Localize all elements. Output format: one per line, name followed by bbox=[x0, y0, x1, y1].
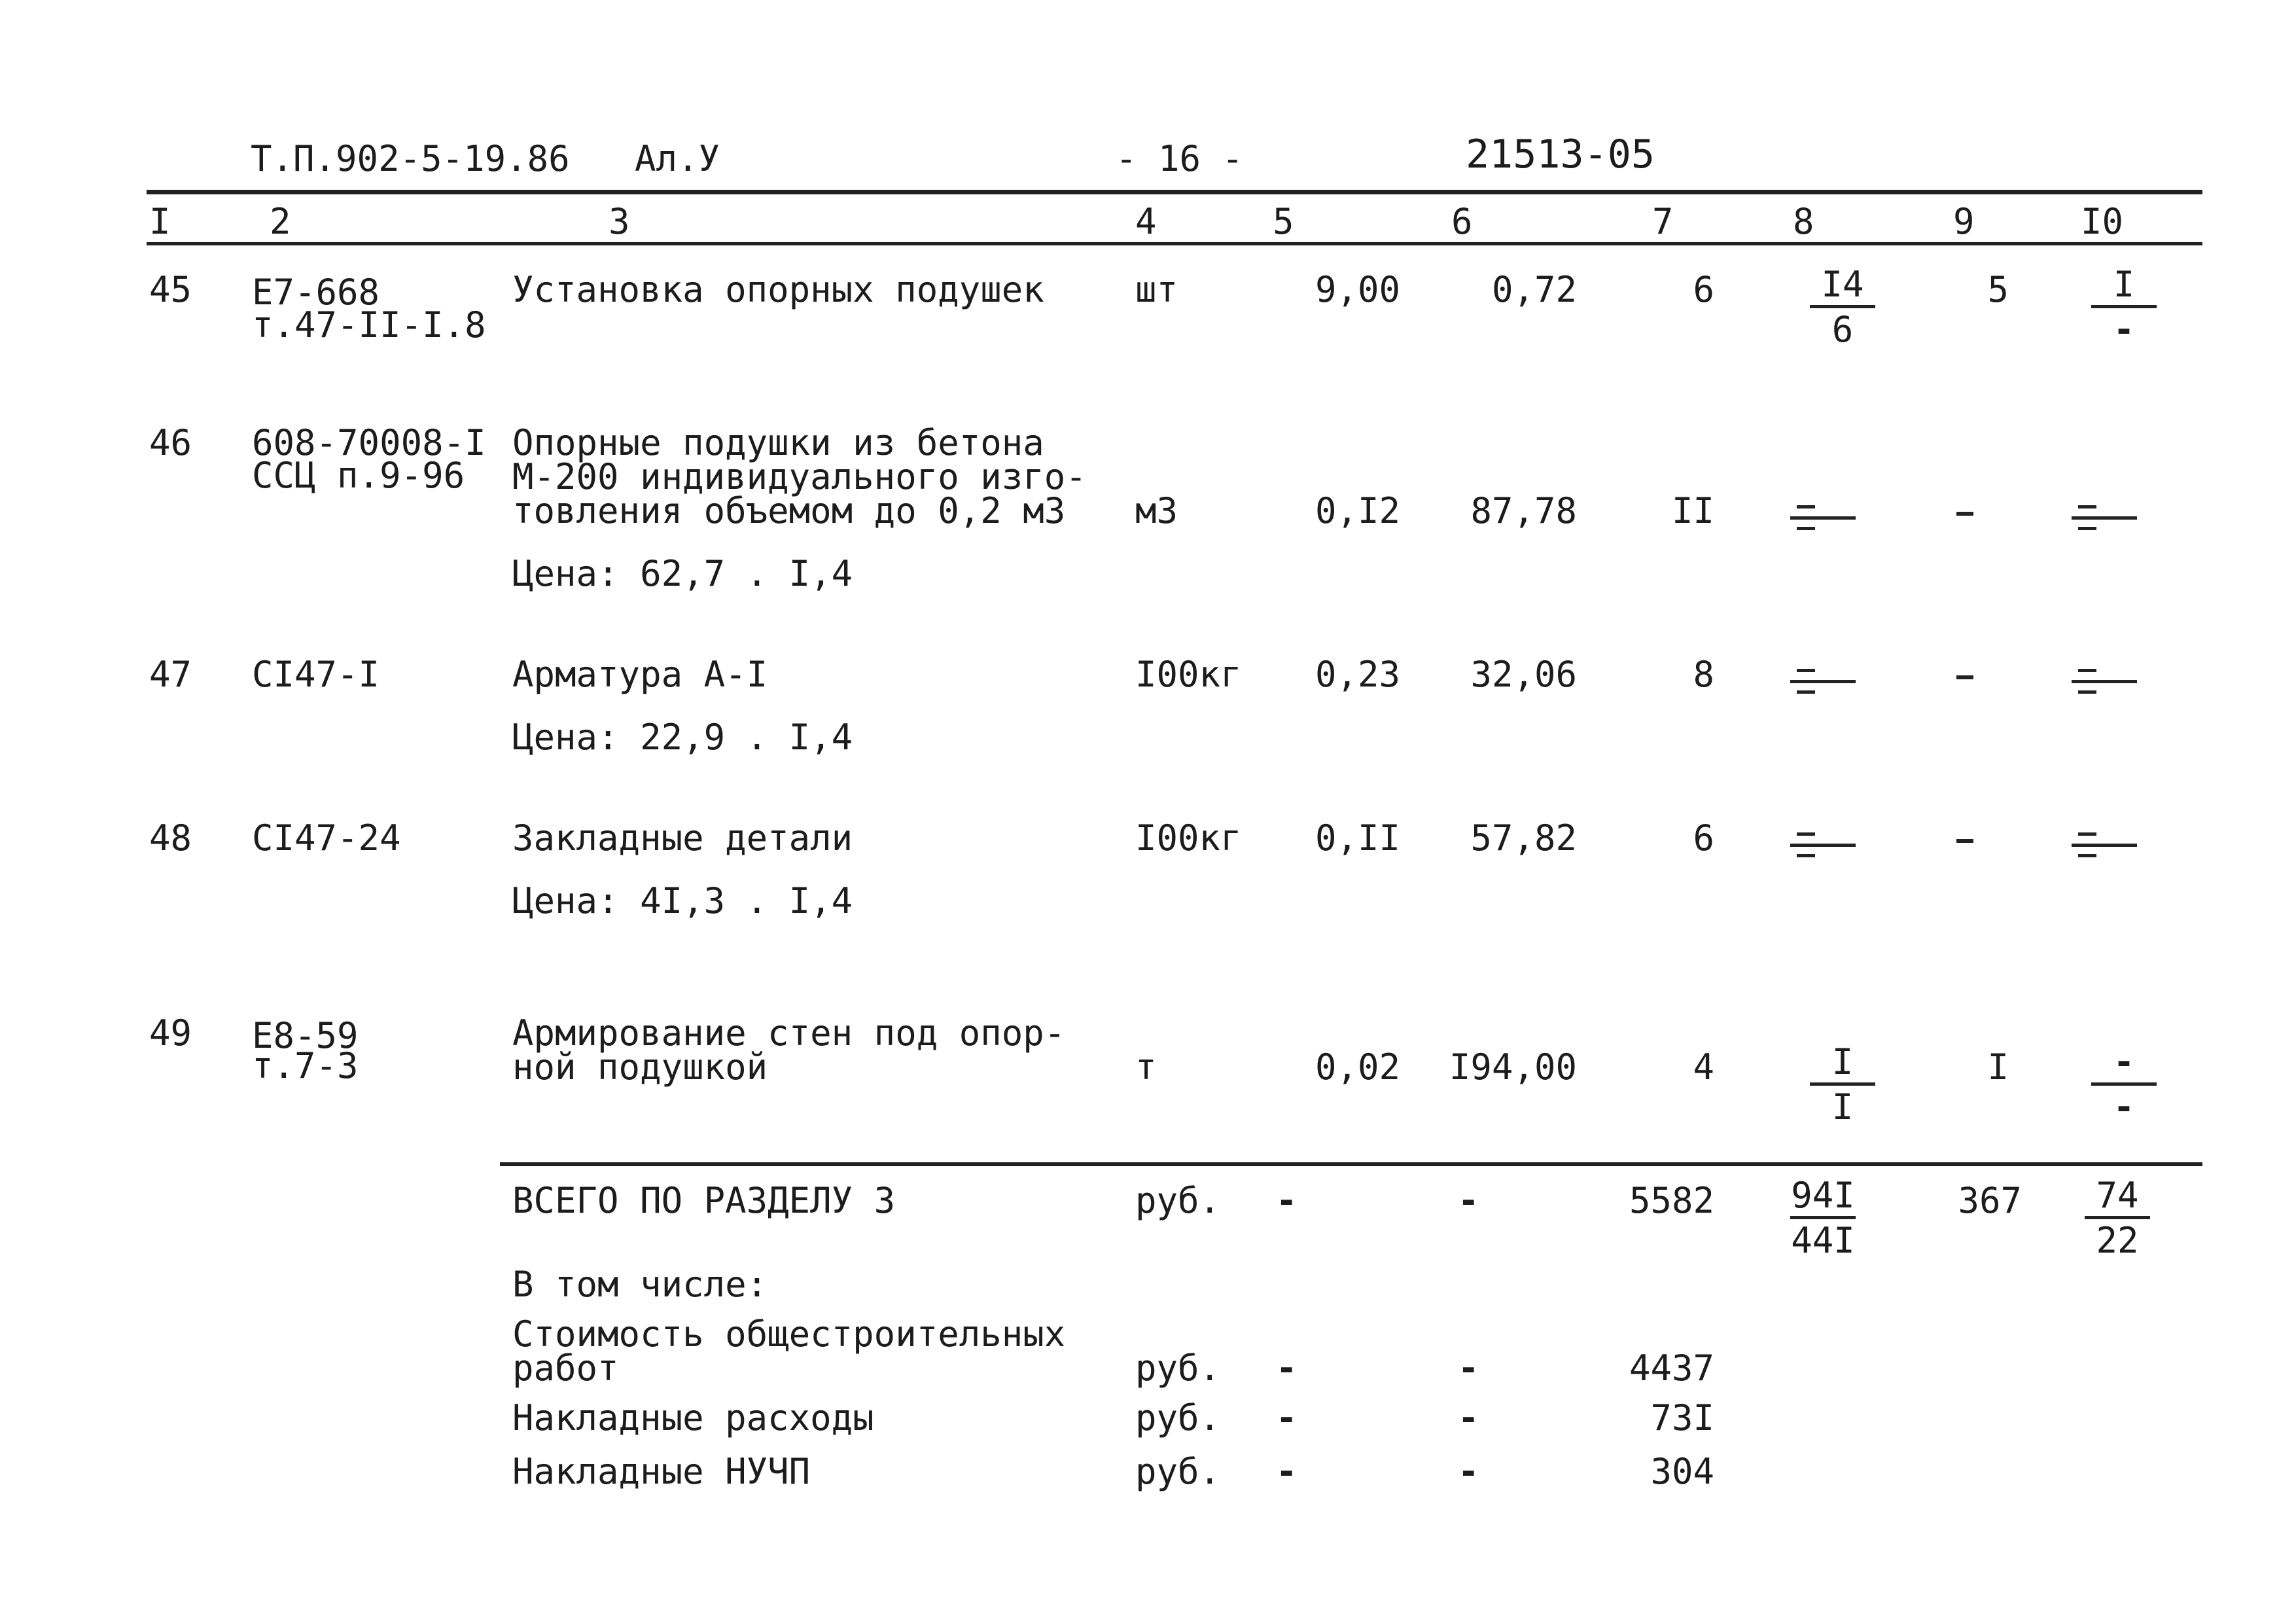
unit-price: - bbox=[1458, 1180, 1479, 1221]
norm-code-ref: т.47-II-I.8 bbox=[252, 304, 486, 346]
unit: I00кг bbox=[1135, 817, 1242, 859]
stamp-number: 21513-05 bbox=[1466, 132, 1655, 177]
summary-item-name-line-2: работ bbox=[512, 1347, 619, 1389]
unit-price: 32,06 bbox=[1470, 654, 1577, 695]
work-name-line-2: М-200 индивидуального изго- bbox=[512, 456, 1087, 497]
col10-ditto-mark bbox=[2072, 669, 2137, 695]
document-code: Т.П.902-5-19.86 bbox=[251, 138, 570, 179]
price-note: Цена: 62,7 . I,4 bbox=[512, 553, 853, 594]
total-cost: 6 bbox=[1693, 269, 1714, 310]
total-cost: 4437 bbox=[1629, 1347, 1714, 1389]
unit-price: - bbox=[1458, 1347, 1479, 1389]
work-name: Арматура А-I bbox=[512, 654, 768, 695]
col9-dash bbox=[1956, 675, 1973, 679]
unit-price: 57,82 bbox=[1470, 817, 1577, 859]
col10-denominator: - bbox=[2113, 309, 2135, 350]
col-header-1: I bbox=[149, 201, 171, 242]
col-header-5: 5 bbox=[1273, 201, 1294, 242]
col9-dash bbox=[1956, 839, 1973, 843]
price-note: Цена: 4I,3 . I,4 bbox=[512, 880, 853, 921]
col8-denominator: I bbox=[1831, 1086, 1854, 1128]
col10-numerator: 74 bbox=[2085, 1175, 2150, 1219]
col10-denominator: - bbox=[2113, 1086, 2135, 1128]
quantity: - bbox=[1276, 1397, 1298, 1438]
col10-ditto-mark bbox=[2072, 832, 2137, 859]
quantity: 0,23 bbox=[1315, 654, 1400, 695]
work-name-line-1: Армирование стен под опор- bbox=[512, 1012, 1066, 1054]
top-rule bbox=[147, 190, 2202, 194]
col-header-10: I0 bbox=[2081, 201, 2124, 242]
work-name-line-1: Опорные подушки из бетона bbox=[512, 422, 1044, 463]
unit: руб. bbox=[1135, 1180, 1221, 1221]
unit: м3 bbox=[1135, 490, 1178, 531]
norm-code: Е7-668 bbox=[252, 272, 380, 313]
unit: шт bbox=[1135, 269, 1178, 310]
row-number: 49 bbox=[149, 1012, 192, 1054]
norm-code: СI47-I bbox=[252, 654, 380, 695]
summary-item-name: Накладные НУЧП bbox=[512, 1451, 811, 1492]
total-cost: 73I bbox=[1650, 1397, 1714, 1438]
unit: руб. bbox=[1135, 1451, 1221, 1492]
quantity: 0,II bbox=[1315, 817, 1400, 859]
col-header-6: 6 bbox=[1451, 201, 1473, 242]
quantity: - bbox=[1276, 1180, 1298, 1221]
total-cost: 4 bbox=[1693, 1046, 1714, 1088]
norm-code: Е8-59 bbox=[252, 1015, 359, 1056]
col9-value: 5 bbox=[1987, 269, 2009, 310]
col10-denominator: 22 bbox=[2096, 1220, 2139, 1261]
summary-item-name: Накладные расходы bbox=[512, 1397, 874, 1438]
col8-fraction bbox=[1810, 264, 1875, 349]
total-cost: 304 bbox=[1650, 1451, 1714, 1492]
row-number: 46 bbox=[149, 422, 192, 463]
col8-fraction bbox=[1810, 1042, 1875, 1126]
col-header-9: 9 bbox=[1953, 201, 1975, 242]
col-header-8: 8 bbox=[1793, 201, 1814, 242]
page-number: - 16 - bbox=[1116, 138, 1244, 179]
col8-fraction bbox=[1790, 1175, 1856, 1260]
unit-price: - bbox=[1458, 1397, 1479, 1438]
norm-code-ref: т.7-3 bbox=[252, 1045, 359, 1086]
col10-fraction bbox=[2085, 1175, 2150, 1260]
summary-rule bbox=[500, 1162, 2202, 1166]
col-header-7: 7 bbox=[1652, 201, 1674, 242]
unit-price: 87,78 bbox=[1470, 490, 1577, 531]
col10-numerator: I bbox=[2091, 264, 2157, 308]
col-header-3: 3 bbox=[609, 201, 630, 242]
col8-ditto-mark bbox=[1790, 669, 1856, 695]
unit: I00кг bbox=[1135, 654, 1242, 695]
norm-code: СI47-24 bbox=[252, 817, 401, 859]
quantity: 9,00 bbox=[1315, 269, 1400, 310]
summary-item-name-line-1: Стоимость общестроительных bbox=[512, 1313, 1066, 1355]
quantity: - bbox=[1276, 1347, 1298, 1389]
quantity: 0,I2 bbox=[1315, 490, 1400, 531]
unit-price: - bbox=[1458, 1451, 1479, 1492]
col9-value: 367 bbox=[1958, 1180, 2022, 1221]
quantity: 0,02 bbox=[1315, 1046, 1400, 1088]
work-name: Закладные детали bbox=[512, 817, 853, 859]
col10-ditto-mark bbox=[2072, 505, 2137, 531]
including-label: В том числе: bbox=[512, 1264, 768, 1305]
col8-numerator: 94I bbox=[1790, 1175, 1856, 1219]
quantity: - bbox=[1276, 1451, 1298, 1492]
work-name-line-3: товления объемом до 0,2 м3 bbox=[512, 490, 1066, 531]
header-rule bbox=[147, 242, 2202, 245]
album-label: Ал.У bbox=[635, 138, 720, 179]
col9-value: I bbox=[1987, 1046, 2009, 1088]
col8-numerator: I bbox=[1810, 1042, 1875, 1086]
col10-fraction bbox=[2091, 1042, 2157, 1126]
col8-numerator: I4 bbox=[1810, 264, 1875, 308]
row-number: 48 bbox=[149, 817, 192, 859]
col-header-2: 2 bbox=[270, 201, 291, 242]
unit: т bbox=[1135, 1046, 1157, 1088]
col8-ditto-mark bbox=[1790, 505, 1856, 531]
norm-code-ref: ССЦ п.9-96 bbox=[252, 455, 465, 496]
col9-dash bbox=[1956, 512, 1973, 516]
price-note: Цена: 22,9 . I,4 bbox=[512, 717, 853, 758]
unit-price: 0,72 bbox=[1491, 269, 1577, 310]
work-name: Установка опорных подушек bbox=[512, 269, 1044, 310]
work-name-line-2: ной подушкой bbox=[512, 1046, 768, 1088]
col8-denominator: 44I bbox=[1791, 1220, 1855, 1261]
col10-fraction bbox=[2091, 264, 2157, 349]
col8-ditto-mark bbox=[1790, 832, 1856, 859]
total-cost: 8 bbox=[1693, 654, 1714, 695]
unit-price: I94,00 bbox=[1449, 1046, 1577, 1088]
unit: руб. bbox=[1135, 1347, 1221, 1389]
total-cost: 6 bbox=[1693, 817, 1714, 859]
col-header-4: 4 bbox=[1135, 201, 1157, 242]
col8-denominator: 6 bbox=[1831, 309, 1854, 350]
col10-numerator: - bbox=[2091, 1042, 2157, 1086]
row-number: 47 bbox=[149, 654, 192, 695]
row-number: 45 bbox=[149, 269, 192, 310]
summary-total-label: ВСЕГО ПО РАЗДЕЛУ 3 bbox=[512, 1180, 896, 1221]
unit: руб. bbox=[1135, 1397, 1221, 1438]
norm-code: 608-70008-I bbox=[252, 422, 486, 463]
total-cost: 5582 bbox=[1629, 1180, 1714, 1221]
total-cost: II bbox=[1671, 490, 1714, 531]
